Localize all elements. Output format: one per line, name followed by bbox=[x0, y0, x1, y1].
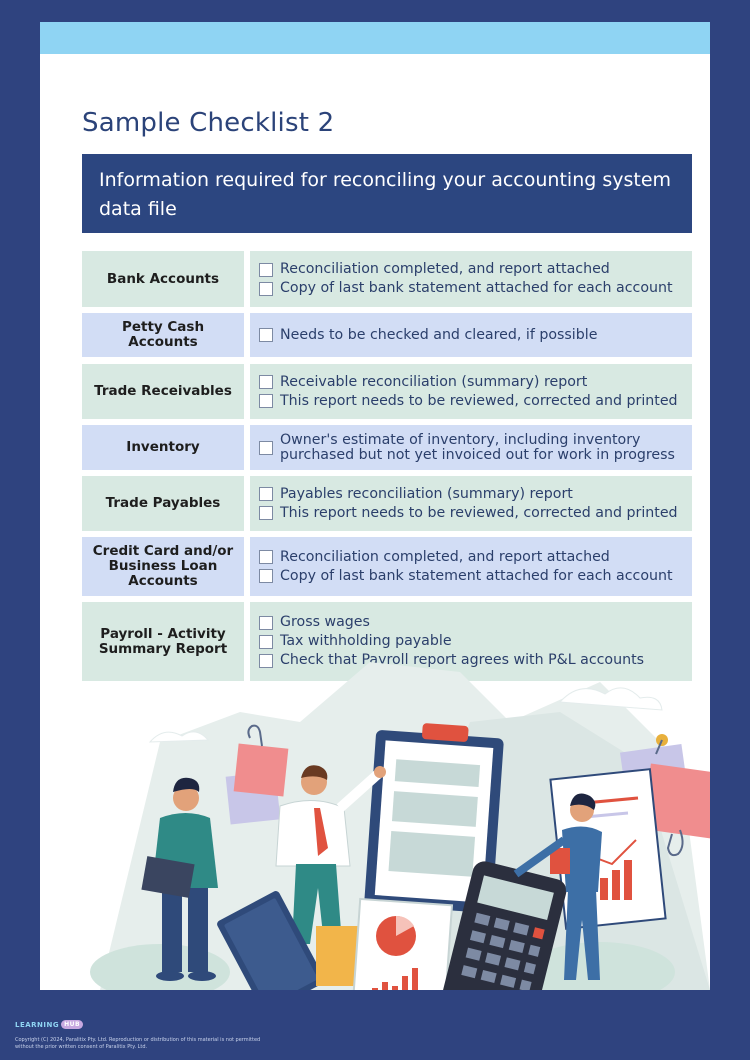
checklist-sheet bbox=[40, 22, 710, 990]
item-text: Gross wages bbox=[280, 614, 370, 630]
item-text: Reconciliation completed, and report attached bbox=[280, 261, 610, 277]
business-team-illustration bbox=[40, 22, 710, 990]
row-label: Bank Accounts bbox=[82, 251, 244, 307]
item-text: Needs to be checked and cleared, if possible bbox=[280, 326, 598, 343]
item-text: Owner's estimate of inventory, including inventory purchased but not yet invoiced out for work in progress bbox=[280, 431, 675, 463]
row-label: Credit Card and/or Business Loan Accounts bbox=[82, 537, 244, 596]
logo-text: LEARNING bbox=[15, 1020, 60, 1029]
item-text: Tax withholding payable bbox=[280, 633, 452, 649]
row-label: Payroll - Activity Summary Report bbox=[82, 602, 244, 681]
row-label: Inventory bbox=[82, 425, 244, 470]
item-text: Receivable reconciliation (summary) report bbox=[280, 373, 588, 390]
item-text: This report needs to be reviewed, corrected and printed bbox=[280, 392, 678, 409]
item-text: Check that Payroll report agrees with P&L accounts bbox=[280, 652, 645, 668]
row-label: Petty Cash Accounts bbox=[82, 313, 244, 357]
logo-badge: HUB bbox=[61, 1020, 83, 1029]
report-paper-icon bbox=[352, 899, 452, 990]
item-text: Copy of last bank statement attached for each account bbox=[280, 280, 673, 296]
section-banner: Information required for reconciling your accounting system data file bbox=[82, 154, 692, 233]
item-text: This report needs to be reviewed, corrected and printed bbox=[280, 504, 678, 521]
item-text: Copy of last bank statement attached for each account bbox=[280, 567, 673, 584]
item-text: Payables reconciliation (summary) report bbox=[280, 485, 573, 502]
page-title: Sample Checklist 2 bbox=[82, 108, 335, 138]
copyright-notice: Copyright (C) 2024, Paralitix Pty. Ltd. Reproduction or distribution of this material is not permitted without the prior written consent of Paralitix Pty. Ltd. bbox=[15, 1037, 261, 1050]
row-label: Trade Receivables bbox=[82, 364, 244, 419]
row-label: Trade Payables bbox=[82, 476, 244, 531]
learning-hub-logo bbox=[15, 1020, 83, 1029]
cloud-icon bbox=[150, 732, 208, 742]
item-text: Reconciliation completed, and report attached bbox=[280, 548, 610, 565]
